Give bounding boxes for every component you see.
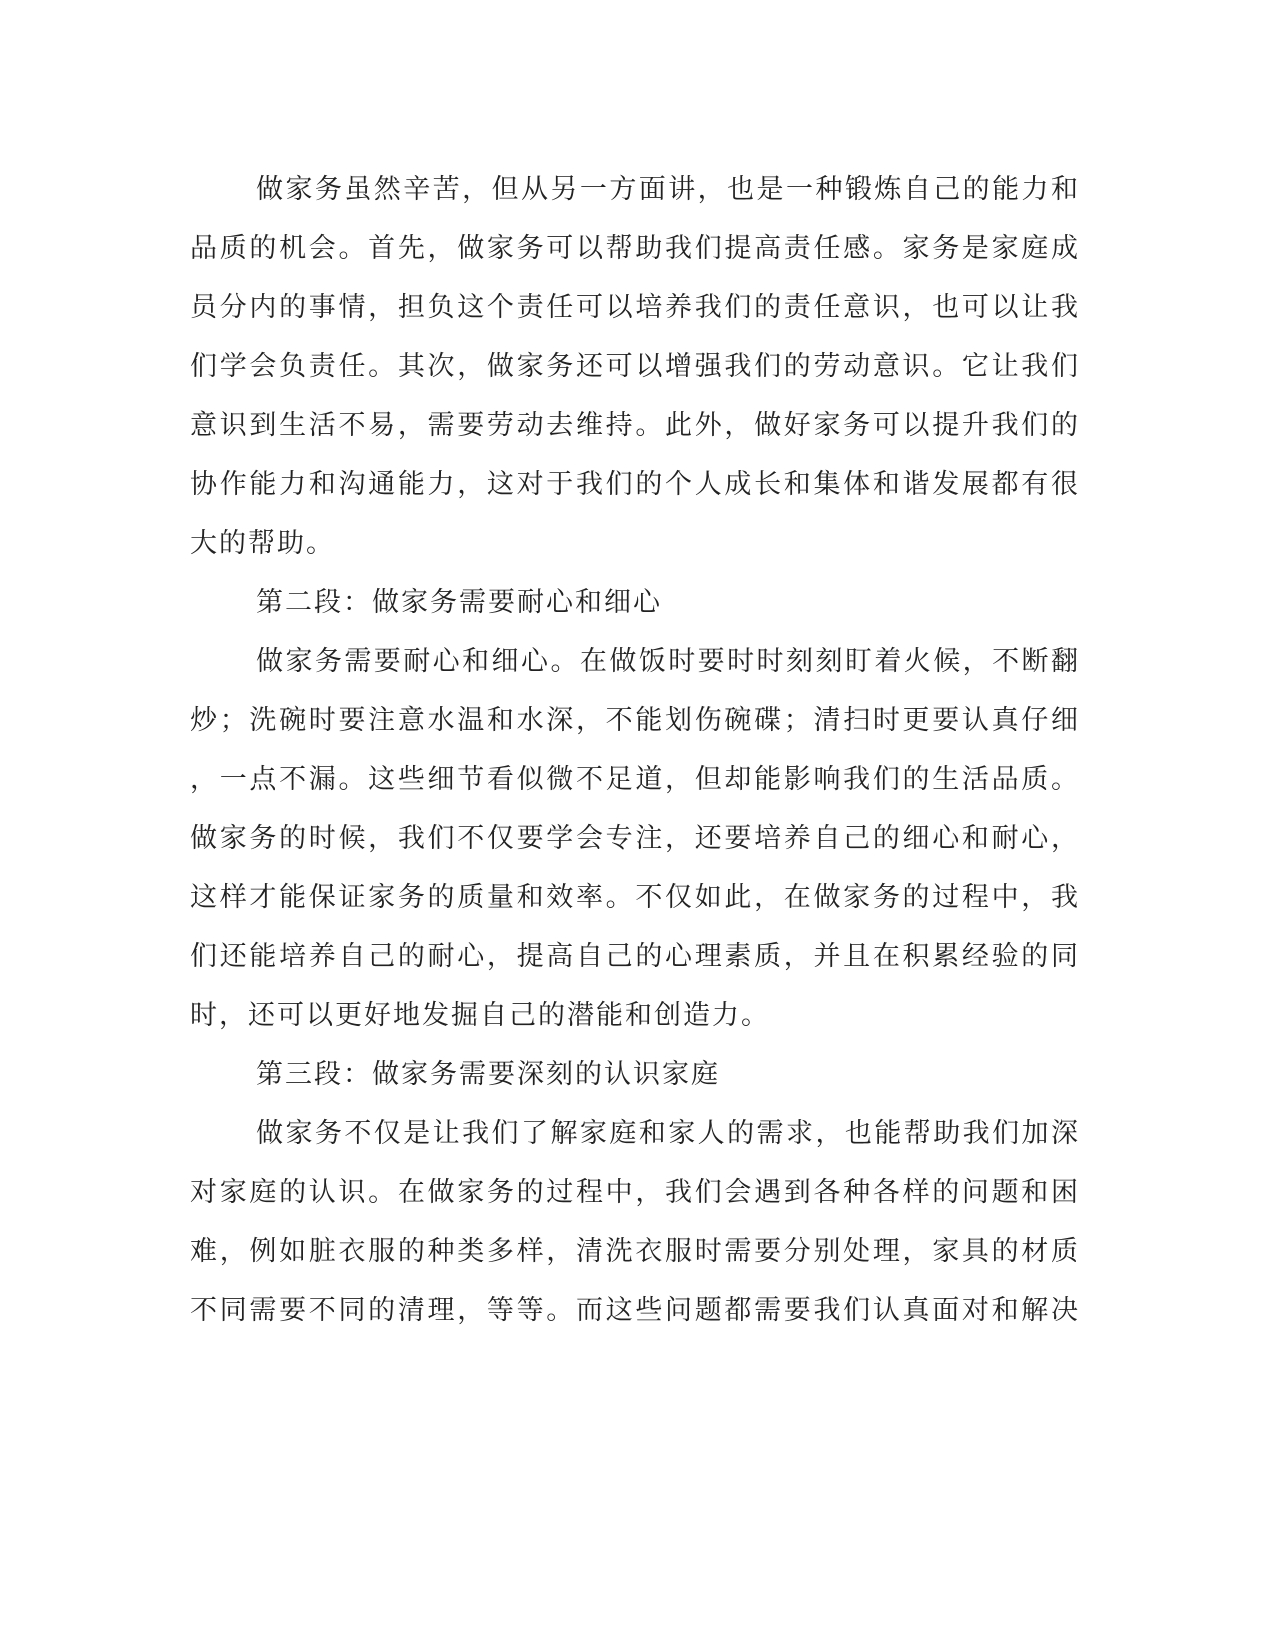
paragraph-line: 这样才能保证家务的质量和效率。不仅如此，在做家务的过程中，我 (190, 882, 1080, 913)
paragraph-line: 时，还可以更好地发掘自己的潜能和创造力。 (190, 1000, 770, 1031)
section-heading-2: 第二段：做家务需要耐心和细心 (256, 587, 662, 618)
paragraph-line: 们学会负责任。其次，做家务还可以增强我们的劳动意识。它让我们 (190, 351, 1080, 382)
paragraph-line: 大的帮助。 (190, 528, 335, 559)
paragraph-line: 做家务不仅是让我们了解家庭和家人的需求，也能帮助我们加深 (256, 1118, 1080, 1149)
document-body (190, 160, 1080, 1340)
paragraph-line: 品质的机会。首先，做家务可以帮助我们提高责任感。家务是家庭成 (190, 233, 1080, 264)
section-heading-3: 第三段：做家务需要深刻的认识家庭 (256, 1059, 720, 1090)
paragraph-line: 对家庭的认识。在做家务的过程中，我们会遇到各种各样的问题和困 (190, 1177, 1080, 1208)
paragraph-line: 做家务的时候，我们不仅要学会专注，还要培养自己的细心和耐心， (190, 823, 1080, 854)
paragraph-line: 做家务虽然辛苦，但从另一方面讲，也是一种锻炼自己的能力和 (256, 174, 1080, 205)
paragraph-line: 意识到生活不易，需要劳动去维持。此外，做好家务可以提升我们的 (190, 410, 1080, 441)
paragraph-line: 难，例如脏衣服的种类多样，清洗衣服时需要分别处理，家具的材质 (190, 1236, 1080, 1267)
paragraph-line: 员分内的事情，担负这个责任可以培养我们的责任意识，也可以让我 (190, 292, 1080, 323)
paragraph-line: 不同需要不同的清理，等等。而这些问题都需要我们认真面对和解决 (190, 1295, 1080, 1326)
paragraph-line: 们还能培养自己的耐心，提高自己的心理素质，并且在积累经验的同 (190, 941, 1080, 972)
paragraph-1 (190, 160, 1080, 573)
paragraph-2 (190, 632, 1080, 1045)
paragraph-line: 炒；洗碗时要注意水温和水深，不能划伤碗碟；清扫时更要认真仔细 (190, 705, 1080, 736)
paragraph-line: 做家务需要耐心和细心。在做饭时要时时刻刻盯着火候，不断翻 (256, 646, 1080, 677)
paragraph-line: ，一点不漏。这些细节看似微不足道，但却能影响我们的生活品质。 (190, 764, 1080, 795)
paragraph-line: 协作能力和沟通能力，这对于我们的个人成长和集体和谐发展都有很 (190, 469, 1080, 500)
paragraph-3 (190, 1104, 1080, 1340)
